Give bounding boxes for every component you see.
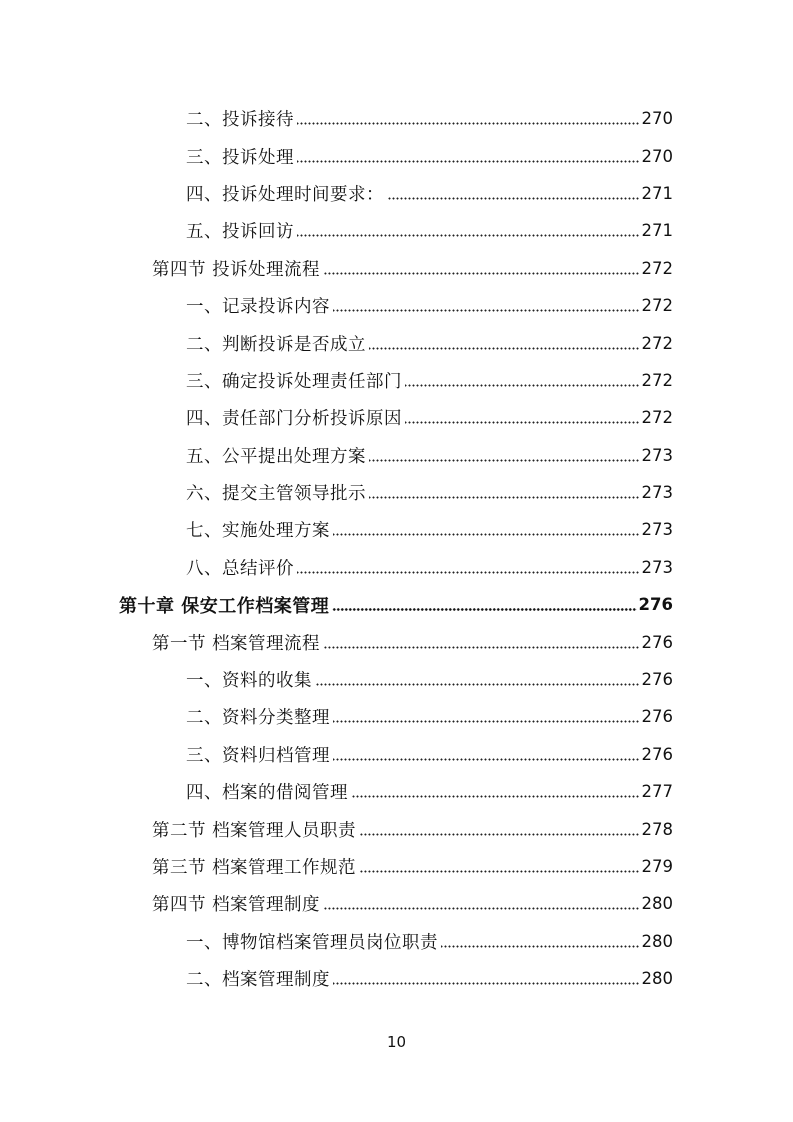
dot-leader	[359, 833, 639, 836]
dot-leader	[297, 122, 640, 125]
toc-entry-title: 第四节 档案管理制度	[152, 895, 321, 916]
dot-leader	[441, 945, 640, 948]
toc-entry[interactable]	[0, 736, 793, 773]
dot-leader	[333, 533, 640, 536]
toc-entry[interactable]	[0, 773, 793, 810]
dot-leader	[315, 683, 640, 686]
toc-entry-page: 271	[641, 221, 673, 241]
toc-entry-title: 三、投诉处理	[186, 147, 294, 168]
toc-entry-page: 276	[638, 595, 673, 615]
dot-leader	[405, 421, 640, 424]
toc-entry[interactable]	[0, 661, 793, 698]
dot-leader	[333, 720, 640, 723]
toc-entry-title: 一、博物馆档案管理员岗位职责	[186, 932, 438, 953]
toc-entry[interactable]	[0, 324, 793, 361]
toc-entry[interactable]	[0, 474, 793, 511]
toc-entry-title: 五、投诉回访	[186, 222, 294, 243]
toc-entry-page: 276	[641, 632, 673, 652]
toc-entry-title: 第四节 投诉处理流程	[152, 259, 321, 280]
toc-entry-page: 278	[641, 819, 673, 839]
toc-entry-title: 第一节 档案管理流程	[152, 633, 321, 654]
toc-entry-page: 276	[641, 707, 673, 727]
toc-entry-title: 第三节 档案管理工作规范	[152, 858, 357, 878]
toc-entry-page: 270	[641, 146, 673, 166]
dot-leader	[369, 459, 640, 462]
toc-section-entry[interactable]	[0, 623, 793, 660]
toc-entry-title: 三、确定投诉处理责任部门	[186, 371, 402, 392]
dot-leader	[387, 197, 640, 200]
toc-entry-title: 一、资料的收集	[186, 671, 312, 692]
toc-entry-title: 二、档案管理制度	[186, 970, 330, 991]
toc-entry-title: 三、资料归档管理	[186, 745, 330, 766]
toc-entry-page: 273	[641, 557, 673, 577]
toc-section-entry[interactable]	[0, 848, 793, 885]
toc-entry-page: 280	[641, 894, 673, 914]
toc-entry-page: 273	[641, 483, 673, 503]
dot-leader	[323, 907, 639, 910]
dot-leader	[369, 347, 640, 350]
dot-leader	[297, 160, 640, 163]
toc-entry[interactable]	[0, 212, 793, 249]
toc-entry-page: 272	[641, 296, 673, 316]
toc-section-entry[interactable]	[0, 810, 793, 847]
toc-entry-page: 273	[641, 520, 673, 540]
toc-entry[interactable]	[0, 960, 793, 997]
toc-entry[interactable]	[0, 923, 793, 960]
toc-entry[interactable]	[0, 698, 793, 735]
toc-entry-page: 273	[641, 445, 673, 465]
dot-leader	[323, 646, 639, 649]
dot-leader	[333, 309, 640, 312]
dot-leader	[369, 496, 640, 499]
dot-leader	[405, 384, 640, 387]
dot-leader	[351, 795, 640, 798]
toc-entry-page: 271	[641, 183, 673, 203]
toc-section-entry[interactable]	[0, 885, 793, 922]
dot-leader	[333, 758, 640, 761]
toc-entry-title: 一、记录投诉内容	[186, 297, 330, 318]
toc-entry-title: 第十章 保安工作档案管理	[119, 595, 330, 617]
toc-entry[interactable]	[0, 175, 793, 212]
toc-entry-page: 280	[641, 931, 673, 951]
dot-leader	[297, 571, 640, 574]
toc-entry[interactable]	[0, 549, 793, 586]
toc-entry-page: 272	[641, 333, 673, 353]
toc-entry-title: 四、档案的借阅管理	[186, 783, 348, 804]
toc-entry-title: 四、责任部门分析投诉原因	[186, 409, 402, 430]
toc-entry-title: 六、提交主管领导批示	[186, 484, 366, 505]
toc-entry-page: 272	[641, 258, 673, 278]
toc-entry-title: 第二节 档案管理人员职责	[152, 820, 357, 841]
dot-leader	[359, 870, 639, 873]
toc-entry-page: 279	[641, 857, 673, 876]
toc-entry-page: 276	[641, 670, 673, 690]
dot-leader	[297, 234, 640, 237]
toc-entry-page: 280	[641, 969, 673, 989]
dot-leader	[332, 608, 636, 611]
toc-entry[interactable]	[0, 137, 793, 174]
toc-entry[interactable]	[0, 399, 793, 436]
toc-entry-page: 277	[641, 782, 673, 802]
toc-entry[interactable]	[0, 437, 793, 474]
toc-entry-title: 二、资料分类整理	[186, 708, 330, 729]
dot-leader	[333, 982, 640, 985]
toc-entry[interactable]	[0, 100, 793, 137]
page-number: 10	[386, 1033, 407, 1051]
toc-entry-title: 四、投诉处理时间要求：	[186, 184, 384, 205]
toc-entry[interactable]	[0, 511, 793, 548]
dot-leader	[323, 272, 639, 275]
toc-entry-page: 272	[641, 370, 673, 390]
toc-chapter-entry[interactable]	[0, 586, 793, 623]
toc-entry-title: 二、投诉接待	[186, 110, 294, 131]
toc-entry-title: 八、总结评价	[186, 558, 294, 579]
toc-entry-title: 七、实施处理方案	[186, 521, 330, 542]
toc-section-entry[interactable]	[0, 250, 793, 287]
toc-entry-page: 270	[641, 109, 673, 129]
toc-entry[interactable]	[0, 362, 793, 399]
toc-entry-page: 276	[641, 744, 673, 764]
toc-entry[interactable]	[0, 287, 793, 324]
toc-entry-title: 二、判断投诉是否成立	[186, 334, 366, 355]
table-of-contents	[0, 100, 793, 997]
toc-entry-title: 五、公平提出处理方案	[186, 446, 366, 467]
toc-entry-page: 272	[641, 408, 673, 428]
